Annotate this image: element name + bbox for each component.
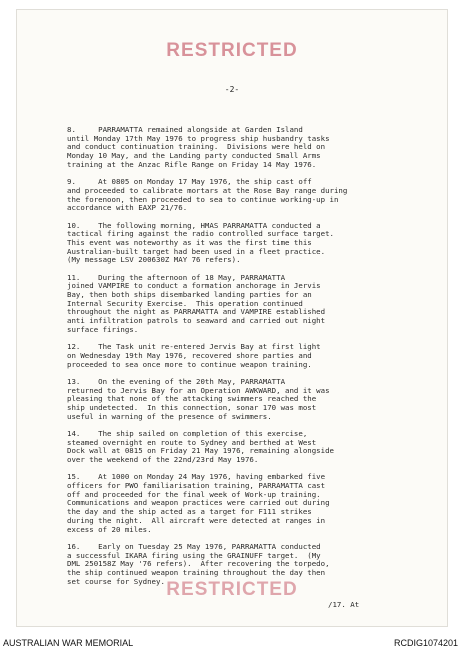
paragraph-line: proceeded to sea once more to continue weapon training.: [67, 359, 312, 369]
paragraph-line: training at the Anzac Rifle Range on Friday 14 May 1976.: [67, 159, 317, 169]
paragraph-line: throughout the night as PARRAMATTA and VAMPIRE established: [67, 307, 326, 317]
paragraph-line: Dock wall at 0815 on Friday 21 May 1976, remaining alongside: [67, 446, 334, 456]
paragraph-line: ship undetected. In this connection, sonar 170 was most: [67, 402, 317, 412]
paragraph-line: (My message LSV 200630Z MAY 76 refers).: [67, 255, 241, 265]
paragraph: [67, 473, 427, 534]
paragraph-line: accordance with EAXP 21/76.: [67, 203, 188, 213]
paragraph-line: 11. During the afternoon of 18 May, PARRAMATTA: [67, 272, 286, 282]
paragraph-line: useful in warning of the presence of swimmers.: [67, 411, 272, 421]
paragraph-line: excess of 20 miles.: [67, 524, 152, 534]
paragraph-line: 16. Early on Tuesday 25 May 1976, PARRAMATTA conducted: [67, 541, 321, 551]
paragraph-line: on Wednesday 19th May 1976, recovered shore parties and: [67, 350, 312, 360]
restricted-stamp-bottom: RESTRICTED: [166, 579, 298, 600]
paragraph-line: tactical firing against the radio controlled surface target.: [67, 229, 334, 239]
paragraph-line: steamed overnight en route to Sydney and berthed at West: [67, 437, 317, 447]
paragraph-line: Internal Security Exercise. This operation continued: [67, 298, 303, 308]
paragraph-line: 9. At 0805 on Monday 17 May 1976, the ship cast off: [67, 177, 312, 187]
footer-institution: AUSTRALIAN WAR MEMORIAL: [3, 638, 134, 648]
paragraph: [67, 430, 427, 465]
paragraph-line: and conduct continuation training. Divisions were held on: [67, 142, 326, 152]
paragraph-line: This event was noteworthy as it was the first time this: [67, 237, 312, 247]
paragraph-line: 13. On the evening of the 20th May, PARRAMATTA: [67, 376, 286, 386]
paragraph-line: a successful IKARA firing using the GRAINUFF target. (My: [67, 550, 321, 560]
page-number: -2-: [224, 85, 240, 94]
paragraph-line: 15. At 1000 on Monday 24 May 1976, having embarked five: [67, 472, 326, 482]
paragraph-line: DML 250158Z May '76 refers). After recovering the torpedo,: [67, 559, 330, 569]
paragraph-line: until Monday 17th May 1976 to progress ship husbandry tasks: [67, 133, 330, 143]
paragraph-line: and proceeded to calibrate mortars at the Rose Bay range during: [67, 185, 348, 195]
paragraph-line: the day and the ship acted as a target for F111 strikes: [67, 507, 312, 517]
paragraph-line: Monday 10 May, and the Landing party conducted Small Arms: [67, 151, 321, 161]
footer-record-id: RCDIG1074201: [393, 638, 458, 648]
paragraph: [67, 343, 427, 369]
paragraph-line: 12. The Task unit re-entered Jervis Bay at first light: [67, 342, 321, 352]
paragraph-line: pleasing that none of the attacking swimmers reached the: [67, 394, 317, 404]
paragraph-line: the ship continued weapon training throughout the day then: [67, 567, 326, 577]
paragraph: [67, 378, 427, 422]
paragraph-line: returned to Jervis Bay for an Operation AWKWARD, and it was: [67, 385, 330, 395]
paragraph-line: over the weekend of the 22nd/23rd May 1976.: [67, 455, 259, 465]
document-page: [16, 9, 448, 627]
paragraph-line: off and proceeded for the final week of Work-up training.: [67, 489, 321, 499]
paragraph-line: officers for PWO familiarisation training, PARRAMATTA cast: [67, 481, 326, 491]
paragraph-line: 10. The following morning, HMAS PARRAMATTA conducted a: [67, 220, 321, 230]
paragraph: [67, 274, 427, 335]
paragraph-line: Bay, then both ships disembarked landing parties for an: [67, 290, 312, 300]
paragraph-line: 14. The ship sailed on completion of this exercise,: [67, 428, 308, 438]
paragraph: [67, 222, 427, 266]
paragraph-line: Communications and weapon practices were carried out during: [67, 498, 330, 508]
paragraph-line: 8. PARRAMATTA remained alongside at Garden Island: [67, 125, 303, 134]
catchword: /17. At: [328, 600, 360, 609]
restricted-stamp-top: RESTRICTED: [166, 40, 298, 61]
paragraph-line: the forenoon, then proceeded to sea to continue working-up in: [67, 194, 339, 204]
paragraph: [67, 126, 427, 170]
paragraph-line: during the night. All aircraft were detected at ranges in: [67, 515, 326, 525]
paragraph: [67, 178, 427, 213]
paragraph-line: set course for Sydney.: [67, 576, 165, 586]
paragraph-line: anti infiltration patrols to seaward and carried out night: [67, 316, 326, 326]
paragraph-line: Australian-built target had been used in a fleet practice.: [67, 246, 326, 256]
document-body: [67, 126, 427, 595]
paragraph-line: surface firings.: [67, 324, 139, 334]
paragraph-line: joined VAMPIRE to conduct a formation anchorage in Jervis: [67, 281, 321, 291]
